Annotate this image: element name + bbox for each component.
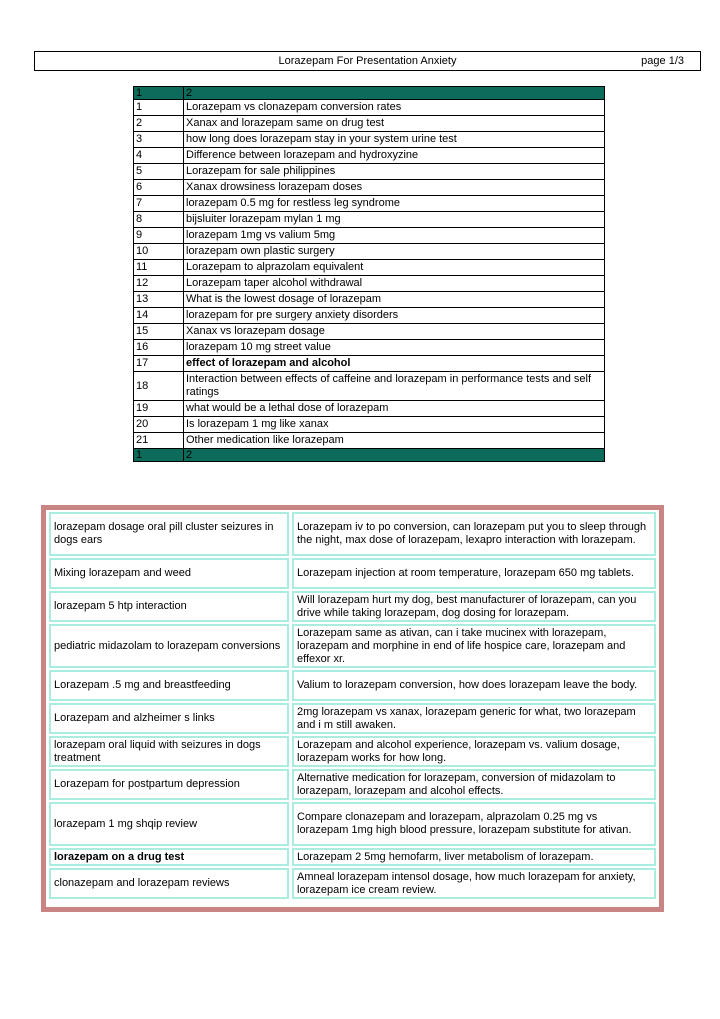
related-topics-inner <box>46 510 659 907</box>
topic-right: Lorazepam injection at room temperature, lorazepam 650 mg tablets. <box>292 558 656 589</box>
topic-left: pediatric midazolam to lorazepam conversions <box>49 624 289 668</box>
table-row <box>134 260 605 276</box>
table-row <box>134 292 605 308</box>
topic-left: lorazepam oral liquid with seizures in dogs treatment <box>49 736 289 767</box>
topic-left: lorazepam dosage oral pill cluster seizures in dogs ears <box>49 512 289 556</box>
topic-left: lorazepam 5 htp interaction <box>49 591 289 622</box>
table-row <box>134 417 605 433</box>
row-num: 18 <box>134 372 184 401</box>
row-text: Lorazepam for sale philippines <box>184 164 605 180</box>
row-text: how long does lorazepam stay in your system urine test <box>184 132 605 148</box>
topic-right: Amneal lorazepam intensol dosage, how much lorazepam for anxiety, lorazepam ice cream review. <box>292 868 656 899</box>
topic-right: Lorazepam iv to po conversion, can lorazepam put you to sleep through the night, max dose of lorazepam, lexapro interaction with lorazepam. <box>292 512 656 556</box>
row-num: 14 <box>134 308 184 324</box>
page-title: Lorazepam For Presentation Anxiety <box>278 55 457 67</box>
table-row <box>134 276 605 292</box>
table-row <box>134 116 605 132</box>
row-num: 12 <box>134 276 184 292</box>
row-text: lorazepam 1mg vs valium 5mg <box>184 228 605 244</box>
table-row <box>134 148 605 164</box>
row-num: 2 <box>134 116 184 132</box>
row-text: Other medication like lorazepam <box>184 433 605 449</box>
row-num: 17 <box>134 356 184 372</box>
table-row <box>134 340 605 356</box>
table-row <box>134 401 605 417</box>
row-text: bijsluiter lorazepam mylan 1 mg <box>184 212 605 228</box>
topic-right: Lorazepam same as ativan, can i take mucinex with lorazepam, lorazepam and morphine in end of life hospice care, lorazepam and effexor xr. <box>292 624 656 668</box>
row-text: Is lorazepam 1 mg like xanax <box>184 417 605 433</box>
table-row <box>134 180 605 196</box>
row-text: Xanax drowsiness lorazepam doses <box>184 180 605 196</box>
table-row <box>134 324 605 340</box>
row-num: 13 <box>134 292 184 308</box>
related-topics-grid <box>49 512 656 899</box>
table-row <box>134 356 605 372</box>
page-number: page 1/3 <box>641 55 684 67</box>
page-header <box>34 51 701 71</box>
row-num: 11 <box>134 260 184 276</box>
row-text: Lorazepam to alprazolam equivalent <box>184 260 605 276</box>
row-num: 3 <box>134 132 184 148</box>
topic-right: 2mg lorazepam vs xanax, lorazepam generic for what, two lorazepam and i m still awaken. <box>292 703 656 734</box>
topic-right: Lorazepam 2 5mg hemofarm, liver metabolism of lorazepam. <box>292 848 656 866</box>
table-row <box>134 164 605 180</box>
topic-left: lorazepam 1 mg shqip review <box>49 802 289 846</box>
topic-right: Valium to lorazepam conversion, how does lorazepam leave the body. <box>292 670 656 701</box>
topic-left: Lorazepam and alzheimer s links <box>49 703 289 734</box>
table-row <box>134 212 605 228</box>
topic-left: Mixing lorazepam and weed <box>49 558 289 589</box>
band-col1: 1 <box>134 87 184 100</box>
row-text: effect of lorazepam and alcohol <box>184 356 605 372</box>
row-num: 9 <box>134 228 184 244</box>
topic-right: Alternative medication for lorazepam, conversion of midazolam to lorazepam, lorazepam and alcohol effects. <box>292 769 656 800</box>
band-col2: 2 <box>184 87 605 100</box>
table-row <box>134 228 605 244</box>
topic-left: Lorazepam .5 mg and breastfeeding <box>49 670 289 701</box>
table-footer-band <box>134 449 605 462</box>
related-topics-box <box>41 505 664 912</box>
topic-right: Will lorazepam hurt my dog, best manufacturer of lorazepam, can you drive while taking lorazepam, dog dosing for lorazepam. <box>292 591 656 622</box>
topic-left: clonazepam and lorazepam reviews <box>49 868 289 899</box>
row-num: 7 <box>134 196 184 212</box>
row-num: 16 <box>134 340 184 356</box>
row-text: lorazepam 0.5 mg for restless leg syndrome <box>184 196 605 212</box>
table-header-band <box>134 87 605 100</box>
row-num: 21 <box>134 433 184 449</box>
topic-right: Lorazepam and alcohol experience, lorazepam vs. valium dosage, lorazepam works for how long. <box>292 736 656 767</box>
table-row <box>134 308 605 324</box>
row-num: 8 <box>134 212 184 228</box>
row-text: Xanax and lorazepam same on drug test <box>184 116 605 132</box>
row-num: 15 <box>134 324 184 340</box>
row-text: lorazepam for pre surgery anxiety disorders <box>184 308 605 324</box>
row-text: lorazepam own plastic surgery <box>184 244 605 260</box>
table-row <box>134 244 605 260</box>
table-row <box>134 196 605 212</box>
row-text: what would be a lethal dose of lorazepam <box>184 401 605 417</box>
topic-right: Compare clonazepam and lorazepam, alprazolam 0.25 mg vs lorazepam 1mg high blood pressure, lorazepam substitute for ativan. <box>292 802 656 846</box>
row-text: lorazepam 10 mg street value <box>184 340 605 356</box>
table-row <box>134 132 605 148</box>
band-col2: 2 <box>184 449 605 462</box>
topic-left: Lorazepam for postpartum depression <box>49 769 289 800</box>
row-text: Xanax vs lorazepam dosage <box>184 324 605 340</box>
band-col1: 1 <box>134 449 184 462</box>
table-row <box>134 433 605 449</box>
row-num: 4 <box>134 148 184 164</box>
row-text: Lorazepam taper alcohol withdrawal <box>184 276 605 292</box>
row-num: 19 <box>134 401 184 417</box>
table-row <box>134 100 605 116</box>
row-num: 6 <box>134 180 184 196</box>
table-row <box>134 372 605 401</box>
row-num: 1 <box>134 100 184 116</box>
row-num: 20 <box>134 417 184 433</box>
row-text: Interaction between effects of caffeine and lorazepam in performance tests and self ratings <box>184 372 605 401</box>
row-text: Difference between lorazepam and hydroxyzine <box>184 148 605 164</box>
row-num: 10 <box>134 244 184 260</box>
topic-left: lorazepam on a drug test <box>49 848 289 866</box>
keyword-table <box>133 86 605 462</box>
row-text: What is the lowest dosage of lorazepam <box>184 292 605 308</box>
row-num: 5 <box>134 164 184 180</box>
row-text: Lorazepam vs clonazepam conversion rates <box>184 100 605 116</box>
